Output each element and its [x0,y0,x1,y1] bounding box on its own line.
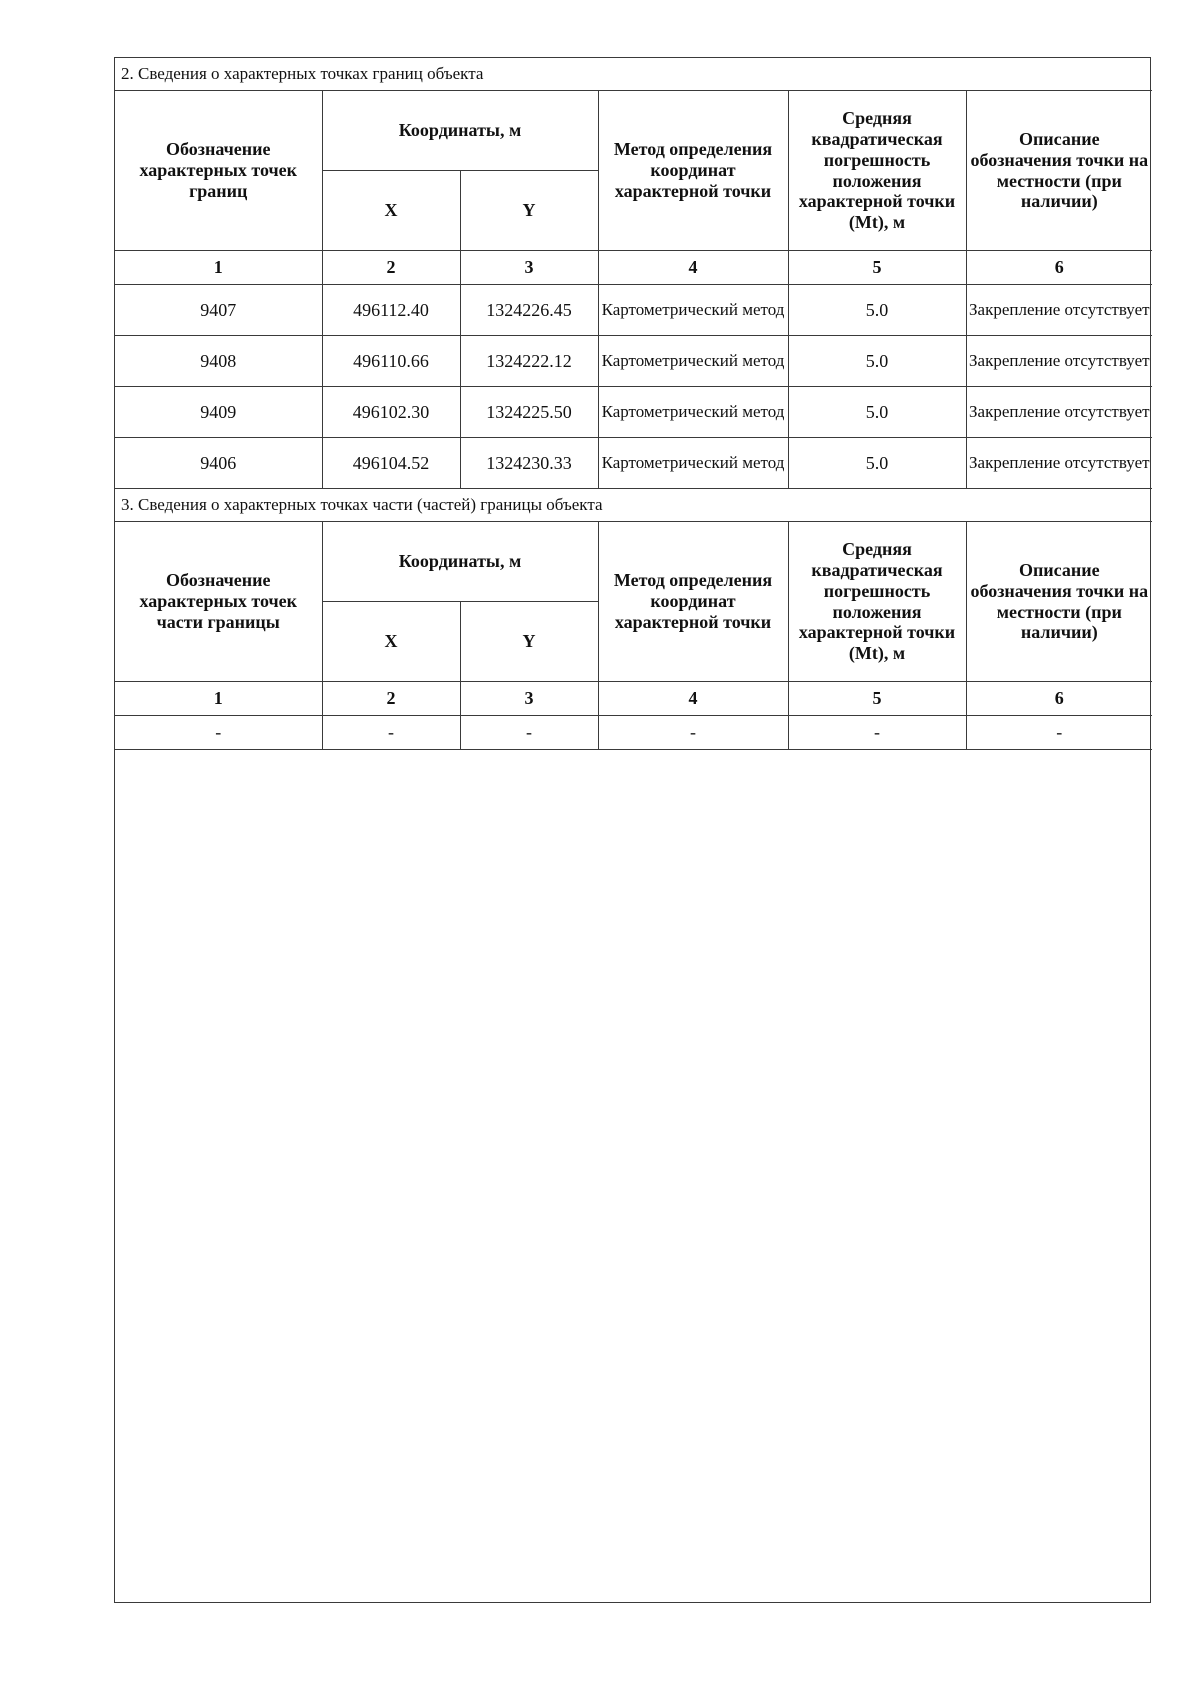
method-cell: Картометрический метод [598,438,788,489]
column-number: 4 [598,251,788,285]
header-error: Средняя квадратическая погрешность положения характерной точки (Mt), м [788,91,966,251]
error-cell: 5.0 [788,285,966,336]
column-number: 4 [598,682,788,716]
method-cell: - [598,716,788,750]
error-cell: - [788,716,966,750]
header-x: X [322,602,460,682]
table-row [115,438,1152,489]
header-y: Y [460,171,598,251]
column-number: 6 [966,682,1152,716]
description-cell: Закрепление отсутствует [966,387,1152,438]
header-description: Описание обозначения точки на местности (при наличии) [966,522,1152,682]
coord-y: 1324225.50 [460,387,598,438]
table-row [115,336,1152,387]
section-3-title: 3. Сведения о характерных точках части (частей) границы объекта [115,489,1152,522]
column-number: 3 [460,682,598,716]
coord-x: 496102.30 [322,387,460,438]
error-cell: 5.0 [788,336,966,387]
column-number: 2 [322,251,460,285]
header-y: Y [460,602,598,682]
coord-y: 1324222.12 [460,336,598,387]
column-number: 6 [966,251,1152,285]
coord-y: - [460,716,598,750]
header-method: Метод определения координат характерной точки [598,522,788,682]
point-id: 9409 [115,387,322,438]
method-cell: Картометрический метод [598,387,788,438]
column-number: 5 [788,251,966,285]
coord-y: 1324230.33 [460,438,598,489]
header-coordinates: Координаты, м [322,522,598,602]
point-id: 9408 [115,336,322,387]
column-number: 1 [115,682,322,716]
section-2-title: 2. Сведения о характерных точках границ объекта [115,58,1152,91]
boundary-points-table [115,58,1152,750]
method-cell: Картометрический метод [598,285,788,336]
column-number: 5 [788,682,966,716]
coord-x: 496110.66 [322,336,460,387]
column-number: 1 [115,251,322,285]
header-description: Описание обозначения точки на местности (при наличии) [966,91,1152,251]
header-method: Метод определения координат характерной точки [598,91,788,251]
error-cell: 5.0 [788,438,966,489]
table-row [115,285,1152,336]
header-x: X [322,171,460,251]
method-cell: Картометрический метод [598,336,788,387]
description-cell: Закрепление отсутствует [966,438,1152,489]
coord-x: 496104.52 [322,438,460,489]
description-cell: - [966,716,1152,750]
header-designation: Обозначение характерных точек границ [115,91,322,251]
coord-y: 1324226.45 [460,285,598,336]
table-row [115,387,1152,438]
coord-x: - [322,716,460,750]
point-id: 9407 [115,285,322,336]
description-cell: Закрепление отсутствует [966,285,1152,336]
table-row [115,716,1152,750]
header-error: Средняя квадратическая погрешность положения характерной точки (Mt), м [788,522,966,682]
column-number: 3 [460,251,598,285]
coord-x: 496112.40 [322,285,460,336]
document-frame [114,57,1151,1603]
description-cell: Закрепление отсутствует [966,336,1152,387]
column-number: 2 [322,682,460,716]
point-id: 9406 [115,438,322,489]
point-id: - [115,716,322,750]
header-coordinates: Координаты, м [322,91,598,171]
error-cell: 5.0 [788,387,966,438]
header-designation: Обозначение характерных точек части границы [115,522,322,682]
